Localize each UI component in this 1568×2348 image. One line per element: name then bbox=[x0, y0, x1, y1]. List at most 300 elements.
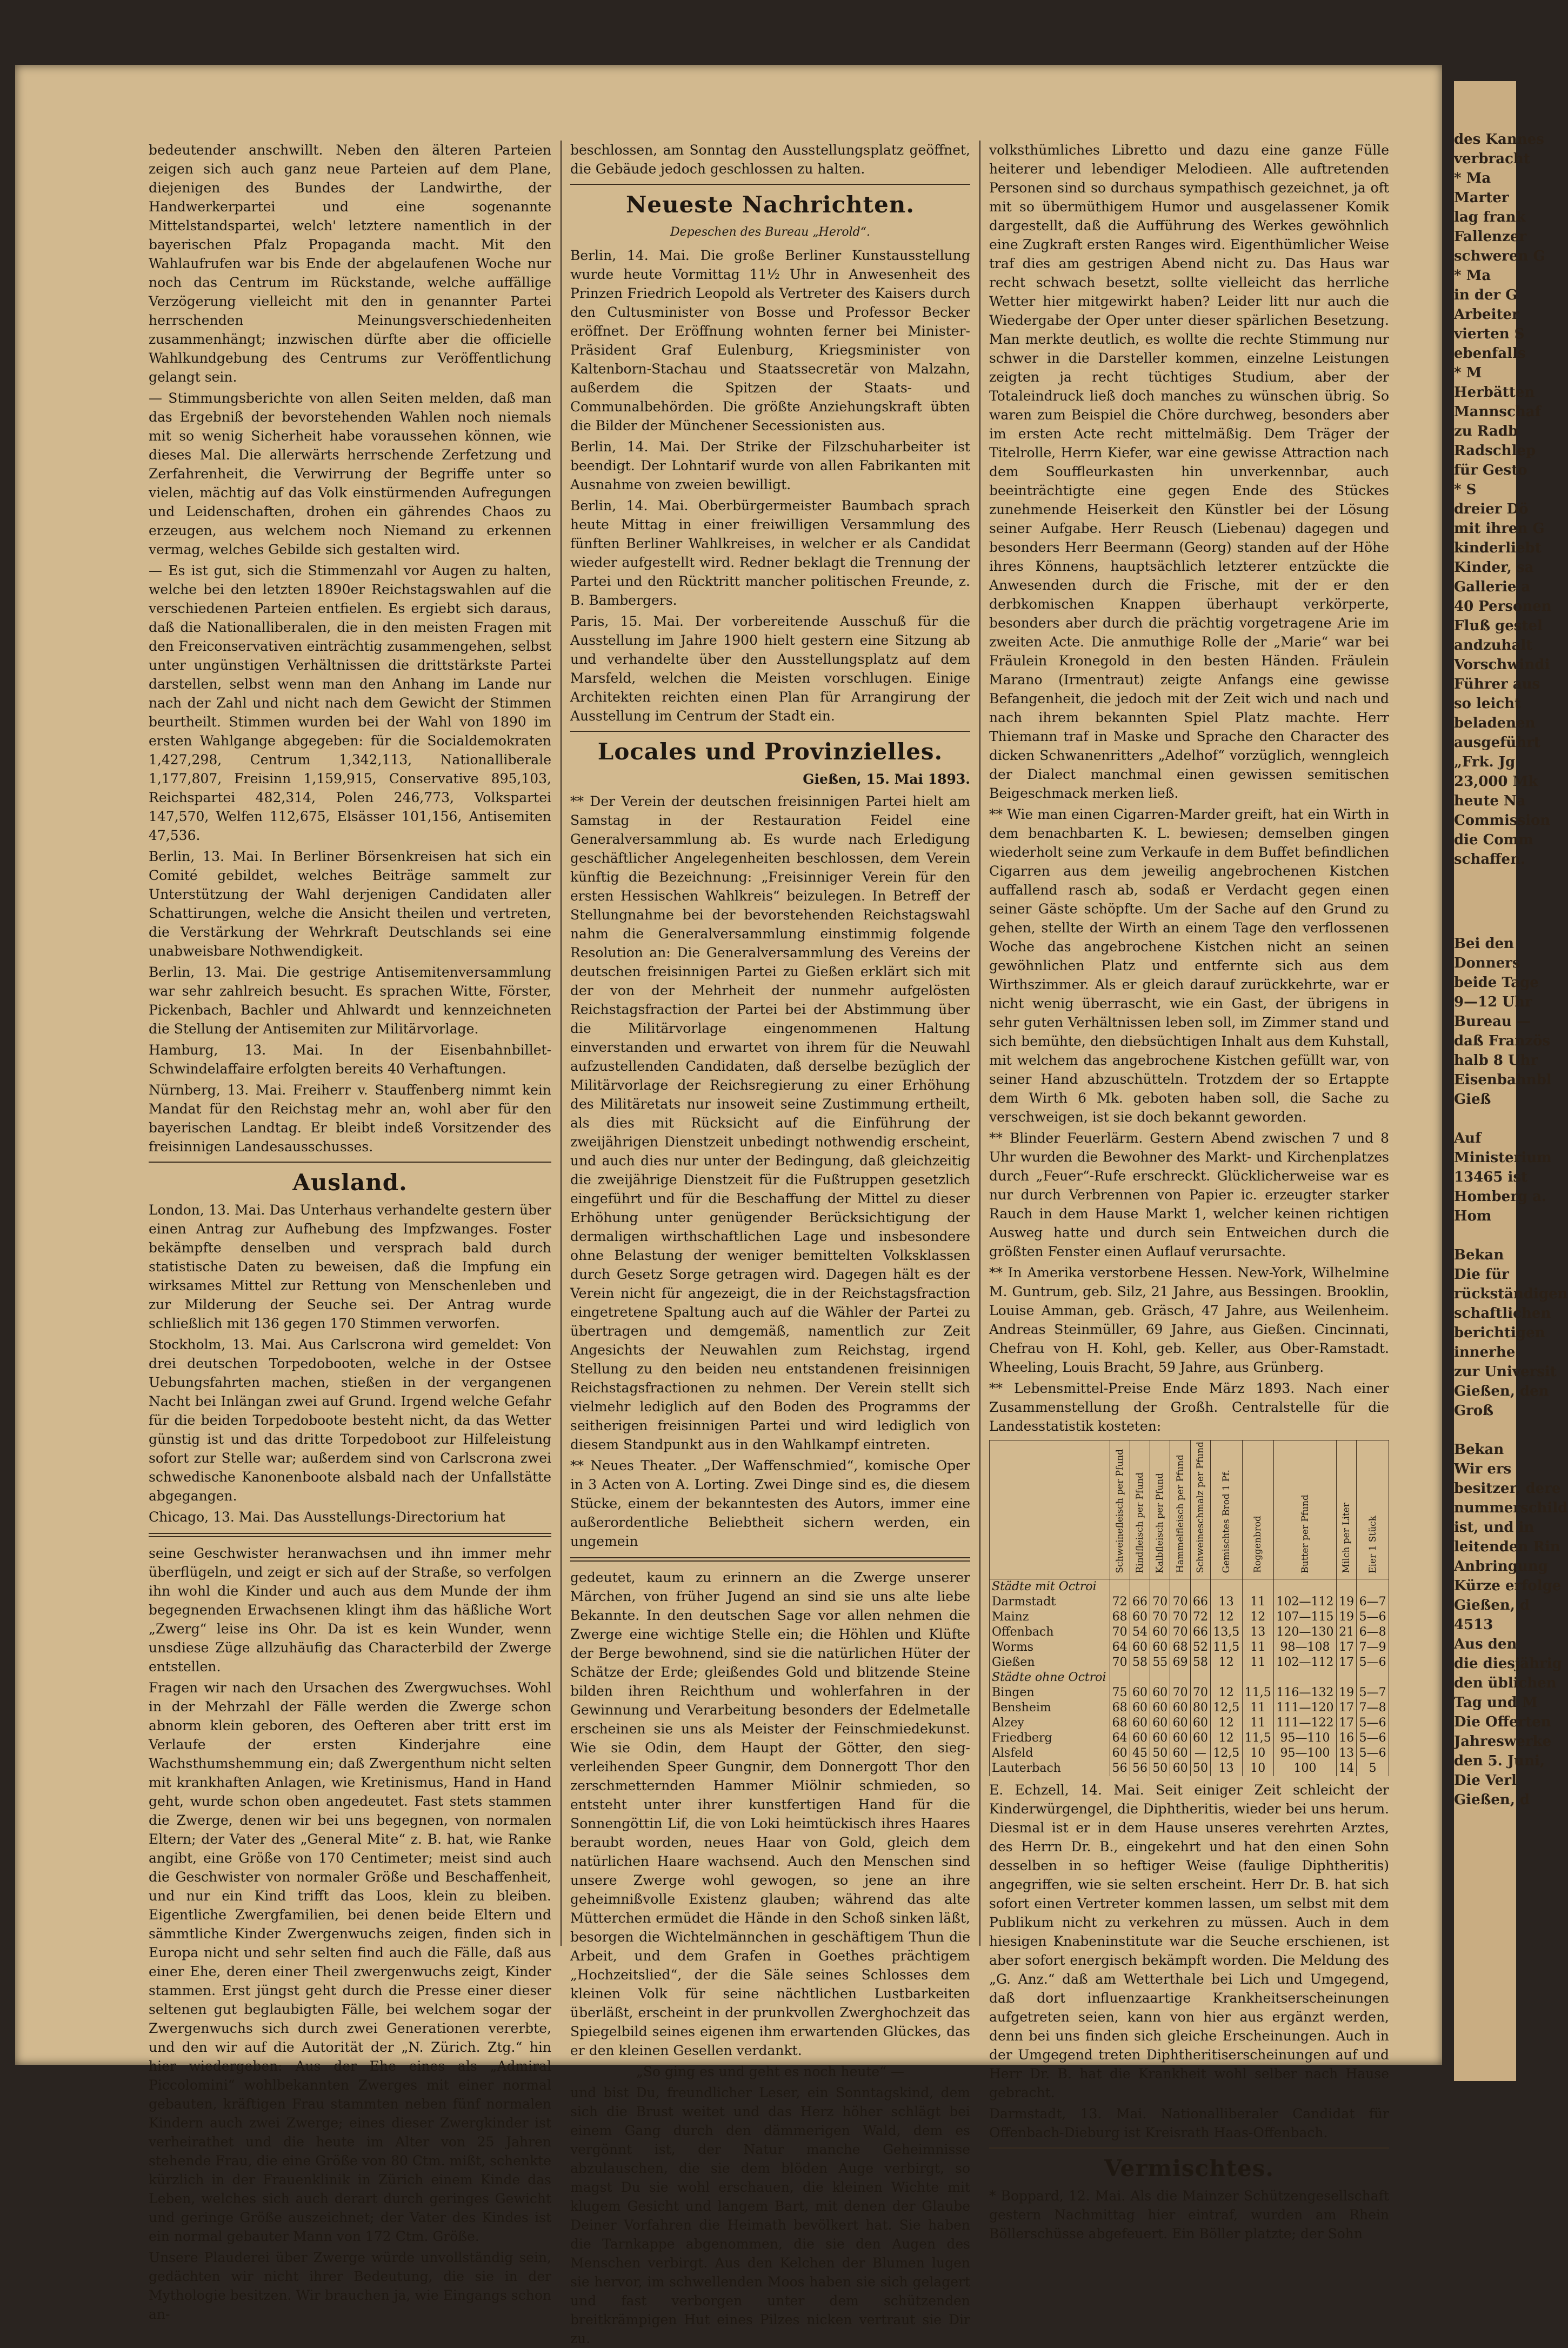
edge-text-line: Groß bbox=[1454, 1403, 1493, 1419]
price-cell: 66 bbox=[1130, 1595, 1150, 1610]
table-row bbox=[990, 1746, 1389, 1761]
table-row bbox=[990, 1716, 1389, 1731]
edge-text-line: 40 Personen bbox=[1454, 598, 1552, 615]
price-cell: 66 bbox=[1190, 1625, 1210, 1640]
header-cell: Eier 1 Stück bbox=[1357, 1440, 1389, 1579]
price-cell: 13,5 bbox=[1211, 1625, 1242, 1640]
price-cell: 66 bbox=[1190, 1595, 1210, 1610]
price-cell: 70 bbox=[1170, 1595, 1190, 1610]
header-cell: Kalbfleisch per Pfund bbox=[1150, 1440, 1170, 1579]
feuilleton-paragraph: Unsere Plauderei über Zwerge würde unvollständig sein, gedächten wir nicht ihrer Bedeutung, die sie in der Mythologie besitzen. Wir brauchen ja, wie Eingangs schon an- bbox=[149, 2250, 551, 2322]
price-table bbox=[989, 1440, 1389, 1776]
edge-text-line: Vorschwindi bbox=[1454, 657, 1550, 673]
paragraph: ** In Amerika verstorbene Hessen. New-York, Wilhelmine M. Guntrum, geb. Silz, 21 Jahre, aus Bessingen. Brooklin, Louise Amman, geb. Gräsch, 47 Jahre, aus Weilenheim. Andreas Steinmüller, 69 Jahre, aus Gießen. Cincinnati, Chefrau von H. Kohl, geb. Keller, aus Ober-Ramstadt. Wheeling, Louis Bracht, 59 Jahre, aus Grünberg. bbox=[989, 1265, 1389, 1375]
price-cell: 95—100 bbox=[1274, 1746, 1337, 1761]
paragraph: Berlin, 14. Mai. Oberbürgermeister Baumbach sprach heute Mittag in einer freiwilligen Versammlung des fünften Berliner Wahlkreises, in welcher er als Candidat wieder aufgestellt wird. Redner beklagt die Trennung der Partei und den Rücktritt mancher politischen Freunde, z. B. Bambergers. bbox=[570, 498, 970, 608]
city-cell: Alsfeld bbox=[990, 1746, 1110, 1761]
edge-text-line: * S bbox=[1454, 482, 1477, 498]
price-cell: 68 bbox=[1110, 1700, 1130, 1716]
edge-text-line: Fluß gestel bbox=[1454, 618, 1543, 634]
group-label: Städte mit Octroi bbox=[990, 1579, 1110, 1595]
edge-text-line: Bei den bbox=[1454, 936, 1514, 952]
price-cell: 70 bbox=[1150, 1610, 1170, 1625]
adjacent-page-strip bbox=[1454, 81, 1568, 2081]
edge-text-line: * Ma bbox=[1454, 170, 1491, 186]
price-cell: 69 bbox=[1170, 1655, 1190, 1670]
paragraph: Berlin, 14. Mai. Der Strike der Filzschuharbeiter ist beendigt. Der Lohntarif wurde von allen Fabrikanten mit Ausnahme von zweien bewilligt. bbox=[570, 439, 970, 492]
empty-cell bbox=[1150, 1670, 1170, 1685]
edge-text-line: Gießen, den bbox=[1454, 1383, 1549, 1399]
price-cell: 80 bbox=[1190, 1700, 1210, 1716]
price-cell: 45 bbox=[1130, 1746, 1150, 1761]
header-cell: Butter per Pfund bbox=[1274, 1440, 1337, 1579]
section-rule bbox=[989, 2147, 1389, 2149]
price-cell: 11 bbox=[1242, 1655, 1273, 1670]
price-cell: 50 bbox=[1150, 1761, 1170, 1776]
price-cell: 12 bbox=[1211, 1731, 1242, 1746]
paragraph: Darmstadt, 13. Mai. Nationalliberaler Candidat für Offenbach-Dieburg ist Kreisrath Haas-Offenbach. bbox=[989, 2106, 1389, 2141]
price-cell: 72 bbox=[1110, 1595, 1130, 1610]
edge-text-line: Auf bbox=[1454, 1130, 1482, 1146]
header-cell: Rindfleisch per Pfund bbox=[1130, 1440, 1150, 1579]
edge-text-line: für Gesto bbox=[1454, 462, 1527, 478]
empty-cell bbox=[1190, 1670, 1210, 1685]
price-cell: 58 bbox=[1130, 1655, 1150, 1670]
paragraph: ** Lebensmittel-Preise Ende März 1893. Nach einer Zusammenstellung der Großh. Centralstelle für die Landesstatistik kosteten: bbox=[989, 1380, 1389, 1434]
edge-text-line bbox=[1454, 1226, 1516, 1245]
price-cell: 7—8 bbox=[1357, 1700, 1389, 1716]
price-cell: 102—112 bbox=[1274, 1595, 1337, 1610]
empty-cell bbox=[1242, 1670, 1273, 1685]
price-cell: 11 bbox=[1242, 1700, 1273, 1716]
city-cell: Bensheim bbox=[990, 1700, 1110, 1716]
edge-text-line: in der G bbox=[1454, 287, 1518, 303]
price-cell: 5—6 bbox=[1357, 1610, 1389, 1625]
edge-text-line: schaffen. bbox=[1454, 851, 1526, 868]
empty-cell bbox=[1274, 1670, 1337, 1685]
price-cell: 50 bbox=[1190, 1761, 1210, 1776]
price-cell: 55 bbox=[1150, 1655, 1170, 1670]
paragraph: Nürnberg, 13. Mai. Freiherr v. Stauffenberg nimmt kein Mandat für den Reichstag mehr an, wohl aber für den bayerischen Landtag. Er bleibt indeß Vorsitzender des freisinnigen Landesausschusses. bbox=[149, 1082, 551, 1155]
edge-text-line: innerhe bbox=[1454, 1344, 1516, 1360]
header-cell: Schweineschmalz per Pfund bbox=[1190, 1440, 1210, 1579]
edge-text-line: Die für bbox=[1454, 1266, 1509, 1283]
price-cell: 70 bbox=[1170, 1625, 1190, 1640]
empty-cell bbox=[1242, 1579, 1273, 1595]
price-cell: 12 bbox=[1211, 1655, 1242, 1670]
header-cell-city bbox=[990, 1440, 1110, 1579]
price-cell: 60 bbox=[1190, 1716, 1210, 1731]
table-row bbox=[990, 1731, 1389, 1746]
edge-text-line: Herbätten bbox=[1454, 384, 1535, 401]
empty-cell bbox=[1130, 1579, 1150, 1595]
price-cell: 11 bbox=[1242, 1595, 1273, 1610]
edge-text-line bbox=[1454, 1420, 1516, 1440]
edge-text-line: „Frk. Jg bbox=[1454, 754, 1516, 770]
price-cell: 50 bbox=[1150, 1746, 1170, 1761]
edge-text-line: Gießen, d bbox=[1454, 1792, 1530, 1808]
price-cell: 70 bbox=[1110, 1625, 1130, 1640]
edge-text-line: Kinder, sa bbox=[1454, 559, 1534, 576]
price-cell: 75 bbox=[1110, 1685, 1130, 1700]
edge-text-line: Commission bbox=[1454, 812, 1551, 829]
price-cell: 120—130 bbox=[1274, 1625, 1337, 1640]
price-cell: 60 bbox=[1110, 1746, 1130, 1761]
price-cell: 60 bbox=[1130, 1640, 1150, 1655]
edge-text-line: * M bbox=[1454, 365, 1482, 381]
edge-text-line: Mannschaf bbox=[1454, 404, 1541, 420]
price-cell: 60 bbox=[1170, 1716, 1190, 1731]
price-cell: 12,5 bbox=[1211, 1700, 1242, 1716]
price-cell: 11,5 bbox=[1242, 1731, 1273, 1746]
dateline: Gießen, 15. Mai 1893. bbox=[803, 771, 970, 787]
section-heading-neueste: Neueste Nachrichten. bbox=[626, 191, 915, 218]
price-cell: 13 bbox=[1242, 1625, 1273, 1640]
empty-cell bbox=[1170, 1670, 1190, 1685]
edge-text-line: die diesjährig bbox=[1454, 1656, 1562, 1672]
edge-text-line: Hom bbox=[1454, 1208, 1492, 1224]
price-cell: 12,5 bbox=[1211, 1746, 1242, 1761]
price-cell: 60 bbox=[1150, 1731, 1170, 1746]
edge-text-line: verbracht bbox=[1454, 151, 1530, 167]
city-cell: Offenbach bbox=[990, 1625, 1110, 1640]
edge-text-line: schweren G bbox=[1454, 248, 1545, 264]
price-cell: 11 bbox=[1242, 1716, 1273, 1731]
paragraph: Berlin, 13. Mai. Die gestrige Antisemitenversammlung war sehr zahlreich besucht. Es sprachen Witte, Förster, Pickenbach, Bachler und Ahlwardt und kennzeichneten die Stellung der Antisemiten zur Militärvorlage. bbox=[149, 964, 551, 1037]
price-cell: 13 bbox=[1337, 1746, 1357, 1761]
edge-text-line: heute Na bbox=[1454, 793, 1526, 809]
edge-text-line: Anbringung bbox=[1454, 1558, 1548, 1575]
empty-cell bbox=[1357, 1579, 1389, 1595]
price-cell: 11,5 bbox=[1242, 1685, 1273, 1700]
price-cell: — bbox=[1190, 1746, 1210, 1761]
edge-text-line: Wir ers bbox=[1454, 1461, 1512, 1477]
edge-text-line: Homberg a. bbox=[1454, 1189, 1546, 1205]
price-cell: 21 bbox=[1337, 1625, 1357, 1640]
edge-text-line: Die Offerten bbox=[1454, 1714, 1551, 1730]
price-cell: 60 bbox=[1170, 1746, 1190, 1761]
price-cell: 5—6 bbox=[1357, 1716, 1389, 1731]
paragraph: London, 13. Mai. Das Unterhaus verhandelte gestern über einen Antrag zur Aufhebung des Impfzwanges. Foster bekämpfte denselben und versprach bald durch statistische Daten zu beweisen, daß die Impfung ein wirksames Mittel zur Rettung von Menschenleben und zur Milderung der Seuche sei. Der Antrag wurde schließlich mit 136 gegen 170 Stimmen verworfen. bbox=[149, 1202, 551, 1331]
edge-text-line: so leicht bbox=[1454, 696, 1522, 712]
paragraph: ** Wie man einen Cigarren-Marder greift, hat ein Wirth in dem benachbarten K. L. bewiesen; demselben gingen wiederholt seine zum Verkaufe in dem Buffet befindlichen Cigarren aus dem jeweilig angebrochenen Kistchen auffallend rasch ab, sodaß er Verdacht gegen einen seiner Gäste schöpfte. Um der Sache auf den Grund zu gehen, stellte der Wirth an einem Tage den verflossenen Woche das angebrochene Kistchen nicht an seinen gewöhnlichen Platz und entfernte sich aus dem Wirthszimmer. Als er gleich darauf zurückkehrte, war er nicht wenig überrascht, wie ein Gast, der übrigens in sehr guten Verhältnissen leben soll, im Zimmer stand und sich bemühte, den diebsüchtigen Inhalt aus dem Kuhstall, mit welchem das angebrochene Kistchen gefüllt war, von seiner Hand abzuschütteln. Trotzdem der so Ertappte dem Wirth 6 Mk. geboten haben soll, die Sache zu verschweigen, ist sie doch bekannt geworden. bbox=[989, 806, 1389, 1125]
price-cell: 60 bbox=[1190, 1731, 1210, 1746]
edge-text-line: Donners bbox=[1454, 955, 1520, 971]
table-row bbox=[990, 1685, 1389, 1700]
edge-text-line: dreier Dö bbox=[1454, 501, 1529, 517]
edge-text-block bbox=[1454, 934, 1568, 1810]
price-cell: 12 bbox=[1211, 1685, 1242, 1700]
feuilleton-paragraph: und bist Du, freundlicher Leser, ein Sonntagskind, dem sich die Brust weitet und das Herz höher schlägt bei einem Gang durch den dämmerigen Wald, dem es vergönnt ist, der Natur manche Geheimnisse abzulauschen, die sie dem blöden Auge verbirgt, so magst Du sie wohl erschauen, die kleinen Wichte mit klugem Gesicht und langem Bart, mit denen der Glaube Deiner Vorfahren die Heimath bevölkert hat. Sie haben die Tarnkappe abgenommen, die sie den Augen des Menschen verbirgt. Aus den Kelchen der Blumen lugen sie hervor, im schwellenden Moos haben sie sich gelagert und fast verborgen unter dem schützenden breitkrämpigen Hut eines Pilzes nicken vertraut sie Dir zu. bbox=[570, 2085, 970, 2346]
price-cell: 111—122 bbox=[1274, 1716, 1337, 1731]
edge-text-line: ebenfalls bbox=[1454, 345, 1526, 362]
column-1 bbox=[149, 141, 551, 2322]
section-rule bbox=[570, 184, 970, 185]
price-cell: 70 bbox=[1190, 1685, 1210, 1700]
city-cell: Darmstadt bbox=[990, 1595, 1110, 1610]
edge-text-line: leitenden Rin bbox=[1454, 1539, 1560, 1555]
price-cell: 70 bbox=[1110, 1655, 1130, 1670]
price-cell: 58 bbox=[1190, 1655, 1210, 1670]
edge-text-line: kinderliebt bbox=[1454, 540, 1542, 556]
paragraph: * Boppard, 12. Mai. Als die Mainzer Schützengesellschaft gestern Nachmittag hier eintraf, wurden am Rhein Böllerschüsse abgefeuert. Ein Böller platzte; der Sohn bbox=[989, 2188, 1389, 2242]
feuilleton-paragraph: gedeutet, kaum zu erinnern an die Zwerge unserer Märchen, von früher Jugend an sind sie uns alte liebe Bekannte. In den deutschen Sage vor allen nehmen die Zwerge eine wichtige Stelle ein; die Höhlen und Klüfte der Berge bewohnend, sind sie die natürlichen Hüter der Schätze der Erde; gleißendes Gold und blitzende Steine bilden ihren Reichthum und wohlerfahren in der Gewinnung und Verarbeitung besonders der Edelmetalle erscheinen sie uns als Meister der Feinschmiedekunst. Wie sie Odin, dem Haupt der Götter, den sieg-verleihenden Speer Gungnir, dem Donnergott Thor den zerschmetternden Hammer Miölnir schmieden, so entsteht unter ihrer kunstfertigen Hand für die Sonnengöttin Lif, die von Loki heimtückisch ihres Haares beraubt worden, neues Haar von Gold, gleich dem natürlichen Haare wachsend. Auch den Menschen sind unsere Zwerge wohl gewogen, so jene an ihre geheimnißvolle Existenz glauben; während das alte Mütterchen ermüdet die Hände in den Schoß sinken läßt, besorgen die Wichtelmännchen in geschäftigem Thun die Arbeit, und dem Grafen in Goethes prächtigem „Hochzeitslied“, der die Säle seines Schlosses dem kleinen Volk für seine nächtlichen Lustbarkeiten überläßt, erscheint in der prunkvollen Zwerghochzeit das Spiegelbild seines eigenen ihm erwartenden Glückes, das er den kleinen Gesellen verdankt. bbox=[570, 1570, 970, 2058]
price-cell: 70 bbox=[1170, 1685, 1190, 1700]
edge-text-line: Aus den bbox=[1454, 1636, 1517, 1652]
column-3 bbox=[989, 141, 1389, 2242]
price-cell: 10 bbox=[1242, 1746, 1273, 1761]
price-cell: 6—8 bbox=[1357, 1625, 1389, 1640]
city-cell: Alzey bbox=[990, 1716, 1110, 1731]
table-row bbox=[990, 1640, 1389, 1655]
empty-cell bbox=[1150, 1579, 1170, 1595]
table-row bbox=[990, 1610, 1389, 1625]
price-cell: 5—7 bbox=[1357, 1685, 1389, 1700]
price-cell: 11 bbox=[1242, 1640, 1273, 1655]
empty-cell bbox=[1274, 1579, 1337, 1595]
price-cell: 107—115 bbox=[1274, 1610, 1337, 1625]
paragraph: Paris, 15. Mai. Der vorbereitende Ausschuß für die Ausstellung im Jahre 1900 hielt gestern eine Sitzung ab und verhandelte über den Ausstellungsplatz auf dem Marsfeld, welchen die Meisten vorschlugen. Einige Architekten reichten einen Plan für Arrangirung der Ausstellung im Centrum der Stadt ein. bbox=[570, 613, 970, 724]
price-cell: 10 bbox=[1242, 1761, 1273, 1776]
edge-text-line: vierten S bbox=[1454, 326, 1525, 342]
edge-text-line: die Comm bbox=[1454, 832, 1533, 848]
edge-text-line: Ministerium bbox=[1454, 1150, 1552, 1166]
edge-text-block bbox=[1454, 130, 1552, 869]
paragraph: Berlin, 13. Mai. In Berliner Börsenkreisen hat sich ein Comité gebildet, welches Beiträge sammelt zur Unterstützung der Wahl derjenigen Candidaten aller Schattirungen, welche die Ansicht theilen und vertreten, die Verstärkung der Wehrkraft Deutschlands sei eine unabweisbare Nothwendigkeit. bbox=[149, 849, 551, 959]
edge-text-line: andzuhalt bbox=[1454, 637, 1533, 653]
price-cell: 19 bbox=[1337, 1685, 1357, 1700]
price-cell: 5—6 bbox=[1357, 1731, 1389, 1746]
edge-text-line: 13465 ist bbox=[1454, 1169, 1528, 1185]
city-cell: Bingen bbox=[990, 1685, 1110, 1700]
edge-text-line: Gießen, d bbox=[1454, 1597, 1530, 1613]
header-cell: Hammelfleisch per Pfund bbox=[1170, 1440, 1190, 1579]
paragraph: beschlossen, am Sonntag den Ausstellungsplatz geöffnet, die Gebäude jedoch geschlossen zu halten. bbox=[570, 142, 970, 177]
edge-text-line: Die Verl bbox=[1454, 1772, 1517, 1789]
price-cell: 64 bbox=[1110, 1640, 1130, 1655]
price-cell: 12 bbox=[1211, 1610, 1242, 1625]
empty-cell bbox=[1211, 1579, 1242, 1595]
edge-text-line: nummerschild bbox=[1454, 1500, 1568, 1516]
price-cell: 54 bbox=[1130, 1625, 1150, 1640]
header-cell: Gemischtes Brod 1 Pf. bbox=[1211, 1440, 1242, 1579]
price-cell: 72 bbox=[1190, 1610, 1210, 1625]
price-cell: 16 bbox=[1337, 1731, 1357, 1746]
price-cell: 19 bbox=[1337, 1595, 1357, 1610]
empty-cell bbox=[1190, 1579, 1210, 1595]
paragraph: bedeutender anschwillt. Neben den älteren Parteien zeigen sich auch ganz neue Parteien auf dem Plane, diejenigen des Bundes der Landwirthe, der Handwerkerpartei und eine sogenannte Mittelstandspartei, welch' letztere namentlich in der bayerischen Pfalz Propaganda macht. Mit den Wahlaufrufen war bis Ende der abgelaufenen Woche nur noch das Centrum im Rückstande, welche auffällige Verzögerung vielleicht mit den in genannter Partei herrschenden Meinungsverschiedenheiten zusammenhängt; inzwischen dürfte aber die officielle Wahlkundgebung des Centrums zur Veröffentlichung gelangt sein. bbox=[149, 142, 551, 385]
section-heading-locales: Locales und Provinzielles. bbox=[597, 738, 943, 765]
price-cell: 19 bbox=[1337, 1610, 1357, 1625]
header-cell: Schweinefleisch per Pfund bbox=[1110, 1440, 1130, 1579]
edge-text-line: schaftlichen bbox=[1454, 1305, 1551, 1322]
price-cell: 70 bbox=[1150, 1595, 1170, 1610]
empty-cell bbox=[1357, 1670, 1389, 1685]
price-cell: 5 bbox=[1357, 1761, 1389, 1776]
edge-text-line: Marter bbox=[1454, 190, 1509, 206]
price-cell: 100 bbox=[1274, 1761, 1337, 1776]
empty-cell bbox=[1110, 1670, 1130, 1685]
price-cell: 52 bbox=[1190, 1640, 1210, 1655]
price-cell: 68 bbox=[1170, 1640, 1190, 1655]
edge-text-line: 9—12 Uhr bbox=[1454, 994, 1532, 1010]
edge-text-line: Fallenzer bbox=[1454, 229, 1527, 245]
price-cell: 60 bbox=[1130, 1731, 1150, 1746]
price-cell: 60 bbox=[1130, 1685, 1150, 1700]
price-cell: 98—108 bbox=[1274, 1640, 1337, 1655]
edge-text-line: des Kannes bbox=[1454, 131, 1544, 148]
paragraph: Chicago, 13. Mai. Das Ausstellungs-Directorium hat bbox=[149, 1509, 505, 1525]
price-cell: 11,5 bbox=[1211, 1640, 1242, 1655]
price-cell: 13 bbox=[1211, 1761, 1242, 1776]
paragraph: Hamburg, 13. Mai. In der Eisenbahnbillet-Schwindelaffaire erfolgten bereits 40 Verhaftungen. bbox=[149, 1042, 551, 1077]
edge-text-line: zur Universit bbox=[1454, 1364, 1557, 1380]
header-cell: Roggenbrod bbox=[1242, 1440, 1273, 1579]
price-cell: 111—120 bbox=[1274, 1700, 1337, 1716]
edge-text-line: Bureau — bbox=[1454, 1013, 1531, 1030]
price-cell: 17 bbox=[1337, 1700, 1357, 1716]
price-cell: 5—6 bbox=[1357, 1655, 1389, 1670]
paragraph: E. Echzell, 14. Mai. Seit einiger Zeit schleicht der Kinderwürgengel, die Diphtheritis, wieder bei uns herum. Diesmal ist er in dem Hause unseres verehrten Arztes, des Herrn Dr. B., eingekehrt und hat den einen Sohn desselben in so heftiger Weise (faulige Diphtheritis) angegriffen, wie sie selten erscheint. Herr Dr. B. hat sich sofort einen Vertreter kommen lassen, um selbst mit dem Publikum nicht zu verkehren zu müssen. Auch in dem hiesigen Knabeninstitute war die Seuche erschienen, ist aber sofort energisch bekämpft worden. Die Meldung des „G. Anz.“ daß am Wetterthale bei Lich und Umgegend, daß dort influenzaartige Krankheitserscheinungen aufgetreten seien, kann von hier aus ergänzt werden, denn bei uns finden sich gleiche Erscheinungen. Auch in der Umgegend treten Diphtheritiserscheinungen auf und Herr Dr. B. hat die Krankheit wohl selber nach Hause gebracht. bbox=[989, 1782, 1389, 2101]
edge-text-line: berichtigen bbox=[1454, 1325, 1545, 1341]
edge-text-line: beide Tage bbox=[1454, 975, 1539, 991]
feuilleton-paragraph: Fragen wir nach den Ursachen des Zwergwuchses. Wohl in der Mehrzahl der Fälle werden die Zwerge schon abnorm klein geboren, des Oefteren aber tritt erst im Verlaufe der ersten Kinderjahre eine Wachsthumshemmung ein; daß Zwergenthum nicht selten mit krankhaften Anlagen, wie Kretinismus, Hand in Hand geht, wurde schon oben angedeutet. Fast stets stammen die Zwerge, denen wir bei uns begegnen, von normalen Eltern; der Vater des „General Mite“ z. B. hat, wie Ranke angibt, eine Größe von 170 Centimeter; meist sind auch die Geschwister von normaler Größe und Beschaffenheit, und nur ein Kind trifft das Loos, klein zu bleiben. Eigentliche Zwergfamilien, bei denen beide Eltern und sämmtliche Kinder Zwergenwuchs zeigen, finden sich in Europa nicht und sehr selten find auch die Fälle, daß aus einer Ehe, deren einer Theil zwergenwuchs zeigt, Kinder stammen. Erst jüngst geht durch die Presse einer dieser seltenen gut beglaubigten Fälle, bei welchem sogar der Zwergenwuchs sich durch zwei Generationen vererbte, und den wir auf die Autorität der „N. Zürich. Ztg.“ hin hier wiedergeben: Aus der Ehe eines als „Admiral Piccolomini“ wohlbekannten Zwerges mit einer normal gebauten, kräftigen Frau stammten neben fünf normalen Kindern auch zwei Zwerge; eines dieser Zwergkinder ist verheirathet und die heute im Alter von 25 Jahren stehende Frau, die eine Größe von 80 Ctm. mißt, schenkte kürzlich in der Frauenklinik in Zürich einem Kinde das Leben, welches sich auch derart durch geringes Gewicht und geringe Größe auszeichnet; der Vater des Kindes ist ein normal gebauter Mann von 172 Ctm. Größe. bbox=[149, 1680, 551, 2244]
price-cell: 56 bbox=[1130, 1761, 1150, 1776]
empty-cell bbox=[1337, 1579, 1357, 1595]
feuilleton-paragraph: seine Geschwister heranwachsen und ihn immer mehr überflügeln, und zeigt er sich auf der Straße, so verfolgen ihn wohl die Kinder und auch aus dem Munde der ihm begegnenden Erwachsenen klingt ihm das häßliche Wort „Zwerg“ leise ins Ohr. Da ist es kein Wunder, wenn unsdiese Züge allzuhäufig das Characterbild der Zwerge entstellen. bbox=[149, 1545, 551, 1675]
header-cell: Milch per Liter bbox=[1337, 1440, 1357, 1579]
edge-text-line: Radschlep bbox=[1454, 443, 1536, 459]
table-row bbox=[990, 1625, 1389, 1640]
price-cell: 60 bbox=[1130, 1716, 1150, 1731]
edge-text-line: Jahreswerke bbox=[1454, 1733, 1552, 1750]
section-heading-ausland: Ausland. bbox=[292, 1169, 408, 1196]
empty-cell bbox=[1211, 1670, 1242, 1685]
empty-cell bbox=[1337, 1670, 1357, 1685]
price-cell: 60 bbox=[1150, 1640, 1170, 1655]
price-cell: 14 bbox=[1337, 1761, 1357, 1776]
price-cell: 60 bbox=[1130, 1700, 1150, 1716]
edge-text-line: daß Französ bbox=[1454, 1033, 1551, 1049]
edge-text-line: besitzer, dere bbox=[1454, 1480, 1561, 1497]
edge-text-line: den 5. Juni, bbox=[1454, 1753, 1545, 1769]
price-cell: 116—132 bbox=[1274, 1685, 1337, 1700]
price-cell: 64 bbox=[1110, 1731, 1130, 1746]
price-cell: 102—112 bbox=[1274, 1655, 1337, 1670]
price-cell: 95—110 bbox=[1274, 1731, 1337, 1746]
table-row bbox=[990, 1761, 1389, 1776]
edge-text-line: zu Radb bbox=[1454, 423, 1518, 439]
edge-text-line: den üblichen bbox=[1454, 1675, 1557, 1691]
city-cell: Worms bbox=[990, 1640, 1110, 1655]
empty-cell bbox=[1170, 1579, 1190, 1595]
price-cell: 60 bbox=[1170, 1731, 1190, 1746]
paragraph: — Es ist gut, sich die Stimmenzahl vor Augen zu halten, welche bei den letzten 1890er Reichstagswahlen auf die verschiedenen Parteien entfielen. Es ergiebt sich daraus, daß die Nationalliberalen, die in den meisten Fragen mit den Freiconservativen einträchtig zusammengehen, selbst unter ungünstigen Verhältnissen die drittstärkste Partei darstellen, selbst wenn man den Anhang im Lande nur nach der Zahl und nicht nach dem Gewicht der Stimmen beurtheilt. Stimmen wurden bei der Wahl von 1890 im ersten Wahlgange abgegeben: für die Socialdemokraten 1,427,298, Centrum 1,342,113, Nationalliberale 1,177,807, Freisinn 1,159,915, Conservative 895,103, Reichspartei 482,314, Polen 246,773, Volkspartei 147,570, Welfen 112,675, Elsässer 101,156, Antisemiten 47,536. bbox=[149, 563, 551, 843]
price-cell: 17 bbox=[1337, 1640, 1357, 1655]
edge-text-line: Eisenbahnbl bbox=[1454, 1072, 1552, 1088]
price-cell: 12 bbox=[1242, 1610, 1273, 1625]
edge-text-line: rückständigen bbox=[1454, 1286, 1568, 1302]
table-group-row bbox=[990, 1579, 1389, 1595]
paragraph: — Stimmungsberichte von allen Seiten melden, daß man das Ergebniß der bevorstehenden Wahlen noch niemals mit so wenig Sicherheit habe voraussehen können, wie dieses Mal. Die allerwärts herrschende Zerfetzung und Zerfahrenheit, die Verwirrung der Begriffe unter so vielen, mächtig auf das Volk einstürmenden Aufregungen und Leidenschaften, drohen ein gährendes Chaos zu erzeugen, aus welchem noch Niemand zu erkennen vermag, welches Gebilde sich gestalten wird. bbox=[149, 390, 551, 557]
empty-cell bbox=[1130, 1670, 1150, 1685]
price-cell: 17 bbox=[1337, 1716, 1357, 1731]
city-cell: Lauterbach bbox=[990, 1761, 1110, 1776]
empty-cell bbox=[1110, 1579, 1130, 1595]
column-2 bbox=[570, 141, 970, 2346]
city-cell: Friedberg bbox=[990, 1731, 1110, 1746]
section-rule bbox=[570, 731, 970, 732]
edge-text-line: Gallerie a bbox=[1454, 579, 1531, 595]
edge-text-line: Führer aus bbox=[1454, 676, 1540, 692]
price-cell: 13 bbox=[1211, 1595, 1242, 1610]
price-cell: 12 bbox=[1211, 1716, 1242, 1731]
edge-text-line: Tag und M bbox=[1454, 1695, 1538, 1711]
price-cell: 60 bbox=[1130, 1610, 1150, 1625]
edge-text-line: ist, und in bbox=[1454, 1519, 1534, 1536]
price-cell: 60 bbox=[1150, 1716, 1170, 1731]
price-cell: 7—9 bbox=[1357, 1640, 1389, 1655]
feuilleton-rule bbox=[149, 1533, 551, 1537]
edge-text-line: lag frank bbox=[1454, 209, 1526, 225]
edge-text-line: 4513 bbox=[1454, 1617, 1493, 1633]
price-cell: 60 bbox=[1150, 1685, 1170, 1700]
edge-text-line: Bekan bbox=[1454, 1442, 1504, 1458]
edge-text-line: mit ihren G bbox=[1454, 521, 1545, 537]
price-cell: 5—6 bbox=[1357, 1746, 1389, 1761]
edge-text-line: Arbeiter bbox=[1454, 306, 1519, 323]
edge-text-line bbox=[1454, 1109, 1516, 1129]
paragraph: Berlin, 14. Mai. Die große Berliner Kunstausstellung wurde heute Vormittag 11½ Uhr in Anwesenheit des Prinzen Friedrich Leopold als Vertreter des Kaisers durch den Cultusminister von Bosse und Professor Becker eröffnet. Der Eröffnung wohnten ferner bei Minister-Präsident Graf Eulenburg, Kriegsminister von Kaltenborn-Stachau und Staatssecretär von Malzahn, außerdem die Spitzen der Staats- und Communalbehörden. Die größte Anziehungskraft übten die Bilder der Münchener Secessionisten aus. bbox=[570, 248, 970, 433]
edge-text-line: Bekan bbox=[1454, 1247, 1504, 1263]
price-cell: 6—7 bbox=[1357, 1595, 1389, 1610]
section-subheading: Depeschen des Bureau „Herold“. bbox=[670, 225, 870, 239]
price-cell: 60 bbox=[1150, 1700, 1170, 1716]
column-rule-left bbox=[561, 141, 562, 1946]
feuilleton-rule bbox=[570, 1557, 970, 1562]
paragraph: ** Der Verein der deutschen freisinnigen Partei hielt am Samstag in der Restauration Feidel eine Generalversammlung ab. Es wurde nach Erledigung geschäftlicher Angelegenheiten beschlossen, dem Verein künftig die Bezeichnung: „Freisinniger Verein für den ersten Hessischen Wahlkreis“ beizulegen. In Betreff der Stellungnahme bei der bevorstehenden Reichstagswahl nahm die Generalversammlung einstimmig folgende Resolution an: Die Generalversammlung des Vereins der deutschen freisinnigen Partei zu Gießen erklärt sich mit der von der Mehrheit der nunmehr aufgelösten Reichstagsfraction der Partei bei der Abstimmung über die Militärvorlage eingenommenen Haltung einverstanden und erwartet von ihrem für die Neuwahl aufzustellenden Candidaten, daß derselbe bezüglich der Militärvorlage der Reichsregierung zu einer Erhöhung des Militäretats nur insoweit seine Zustimmung ertheilt, als dies mit Rücksicht auf die Einführung der zweijährigen Dienstzeit unbedingt nothwendig erscheint, und auch dies nur unter der Bedingung, daß gleichzeitig die zweijährige Dienstzeit für die Fußtruppen gesetzlich eingeführt und für die Beschaffung der Mittel zu dieser Erhöhung unter genügender Berücksichtigung der dermaligen wirthschaftlichen Lage und insbesondere ohne Belastung der weniger bemittelten Volksklassen durch Gesetz Sorge getragen wird. Dagegen hält es der Verein nicht für angezeigt, die in der Reichstagsfraction eingetretene Spaltung auch auf die Wähler der Partei zu übertragen und demgemäß, namentlich zur Zeit Angesichts der Neuwahlen zum Reichstag, irgend Stellung zu den beiden neu entstandenen freisinnigen Reichstagsfractionen zu nehmen. Der Verein stellt sich vielmehr lediglich auf den Boden des Programms der seitherigen freisinnigen Partei und wird lediglich von diesem Standpunkt aus in den Wahlkampf eintreten. bbox=[570, 793, 970, 1452]
edge-text-line: beladenen bbox=[1454, 715, 1536, 731]
price-cell: 56 bbox=[1110, 1761, 1130, 1776]
city-cell: Gießen bbox=[990, 1655, 1110, 1670]
edge-text-line: Gieß bbox=[1454, 1091, 1491, 1108]
table-row bbox=[990, 1655, 1389, 1670]
edge-text-line: halb 8 Uhr bbox=[1454, 1052, 1538, 1069]
city-cell: Mainz bbox=[990, 1610, 1110, 1625]
price-table-header bbox=[990, 1440, 1389, 1579]
group-label: Städte ohne Octroi bbox=[990, 1670, 1110, 1685]
paragraph: ** Neues Theater. „Der Waffenschmied“, komische Oper in 3 Acten von A. Lorting. Zwei Dinge sind es, die diesem Stücke, einem der bekanntesten des Autors, immer eine außerordentliche Beliebtheit sichern werden, ein ungemein bbox=[570, 1458, 970, 1549]
paragraph: volksthümliches Libretto und dazu eine ganze Fülle heiterer und lebendiger Melodieen. Alle auftretenden Personen sind so durchaus sympathisch gezeichnet, ja oft mit so übermüthigem Humor und ausgelassener Komik dargestellt, daß die Aufführung des Werkes gewöhnlich eine Zugkraft ersten Ranges wird. Eigenthümlicher Weise traf dies am gestrigen Abend nicht zu. Das Haus war recht schwach besetzt, sollte vielleicht das herrliche Wetter hier mitgewirkt haben? Leider litt nur auch die Wiedergabe der Oper unter dieser spärlichen Besetzung. Man merkte deutlich, es wollte die rechte Stimmung nur schwer in die Darsteller kommen, einzelne Leistungen zeigten ja recht tüchtiges Studium, aber der Totaleindruck ließ doch manches zu wünschen übrig. So waren zum Beispiel die Chöre durchweg, besonders aber im ersten Acte recht mittelmäßig. Dem Träger der Titelrolle, Herrn Kiefer, war eine gewisse Attraction nach dem Souffleurkasten hin unverkennbar, auch beeinträchtigte eine gegen Ende des Stückes zunehmende Heiserkeit den Künstler bei der Lösung seiner Aufgabe. Herr Reusch (Liebenau) dagegen und besonders Herr Beermann (Georg) standen auf der Höhe ihres Könnens, hauptsächlich letzterer entzückte die Anwesenden durch die Frische, mit der er den derbkomischen Knappen überhaupt verkörperte, besonders aber durch die prächtig vorgetragene Arie im zweiten Acte. Die anmuthige Rolle der „Marie“ war bei Fräulein Kronegold in den besten Händen. Fräulein Marano (Irmentraut) zeigte Anfangs eine gewisse Befangenheit, die jedoch mit der Zeit wich und nach und nach ihrem bekannten Spiel Platz machte. Herr Thiemann traf in Maske und Sprache den Character des dicken Schwanenritters „Adelhof“ vorzüglich, wenngleich der Dialect manchmal einen gewissen semitischen Beigeschmack merken ließ. bbox=[989, 142, 1389, 801]
edge-text-line: ausgeführt bbox=[1454, 735, 1540, 751]
section-rule bbox=[149, 1162, 551, 1163]
table-row bbox=[990, 1595, 1389, 1610]
paragraph: ** Blinder Feuerlärm. Gestern Abend zwischen 7 und 8 Uhr wurden die Bewohner des Markt- und Kirchenplatzes durch „Feuer“-Rufe erschreckt. Glücklicherweise war es nur durch Verbrennen von Papier ic. erzeugter starker Rauch in dem Hause Markt 1, welcher keinen richtigen Ausweg hatte und durch sein Entweichen durch die größten Fenster einen Auflauf verursachte. bbox=[989, 1130, 1389, 1259]
section-heading-vermischtes: Vermischtes. bbox=[1104, 2155, 1275, 2182]
price-cell: 60 bbox=[1170, 1700, 1190, 1716]
paragraph: Stockholm, 13. Mai. Aus Carlscrona wird gemeldet: Von drei deutschen Torpedobooten, welche in der Ostsee Uebungsfahrten machen, stießen in der vergangenen Nacht bei Inlängan zwei auf Grund. Irgend welche Gefahr für die beiden Torpedoboote besteht nicht, da das Wetter günstig ist und das dritte Torpedoboot zur Hilfeleistung sofort zur Stelle war; außerdem sind von Carlscrona zwei schwedische Kanonenboote alsbald nach der Unfallstätte abgegangen. bbox=[149, 1337, 551, 1504]
price-cell: 60 bbox=[1170, 1761, 1190, 1776]
price-cell: 60 bbox=[1150, 1625, 1170, 1640]
price-cell: 68 bbox=[1110, 1716, 1130, 1731]
table-row bbox=[990, 1700, 1389, 1716]
column-rule-right bbox=[979, 141, 980, 1946]
price-cell: 17 bbox=[1337, 1655, 1357, 1670]
edge-text-line: Kürze erfolge bbox=[1454, 1578, 1562, 1594]
price-cell: 70 bbox=[1170, 1610, 1190, 1625]
table-group-row bbox=[990, 1670, 1389, 1685]
price-cell: 68 bbox=[1110, 1610, 1130, 1625]
